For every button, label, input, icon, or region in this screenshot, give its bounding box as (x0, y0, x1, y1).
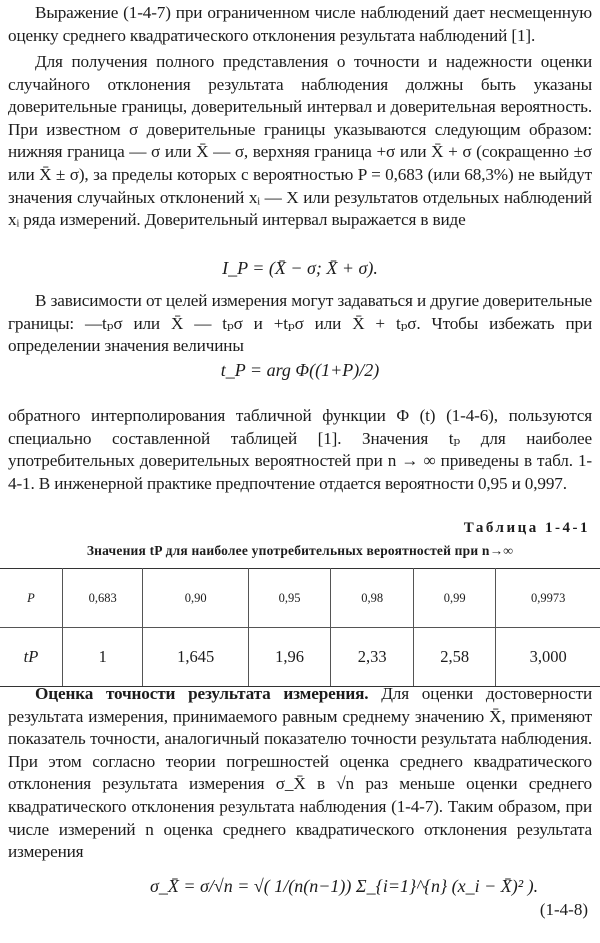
section-heading: Оценка точности результата измерения. (35, 684, 369, 703)
p-value-cell: 0,9973 (496, 569, 600, 628)
table-row-tp (0, 628, 600, 687)
tp-value-cell: 1,96 (248, 628, 331, 687)
table-title: Таблица 1-4-1 (463, 520, 590, 536)
tp-values-table (0, 568, 600, 687)
tp-value-cell: 2,33 (331, 628, 414, 687)
p-value-cell: 0,98 (331, 569, 414, 628)
formula-sigma-mean: σ_X̄ = σ/√n = √( 1/(n(n−1)) Σ_{i=1}^{n} (x_i − X̄)² ). (150, 876, 539, 896)
p-value-cell: 0,95 (248, 569, 331, 628)
paragraph-5 (8, 683, 592, 864)
table-row-p (0, 569, 600, 628)
paragraph-2: Для получения полного представления о точности и надежности оценки случайного отклонения результата наблюдения должны быть указаны доверительные границы, доверительный интервал и доверительная вероятность. При известном σ доверительные границы указываются следующим образом: нижняя граница — σ или X̄ — σ, верхняя граница +σ или X̄ + σ (сокращенно ±σ или X̄ ± σ), за пределы которых с вероятностью P = 0,683 (или 68,3%) не выйдут значения случайных отклонений xᵢ — X или результатов отдельных наблюдений xᵢ ряда измерений. Доверительный интервал выражается в виде (8, 52, 592, 230)
paragraph-1: Выражение (1-4-7) при ограниченном числе наблюдений дает несмещенную оценку среднего квадратического отклонения результата наблюдений [1]. (8, 3, 592, 45)
p-value-cell: 0,99 (413, 569, 496, 628)
formula-tp: t_P = arg Φ((1+P)/2) (220, 360, 380, 380)
tp-value-cell: 1 (63, 628, 143, 687)
row-label-p: P (0, 569, 63, 628)
p-value-cell: 0,90 (143, 569, 248, 628)
paragraph-4: обратного интерполирования табличной функции Φ (t) (1-4-6), пользуются специально составленной таблицей [1]. Значения tₚ для наиболее употребительных доверительных вероятностей при n → ∞ приведены в табл. 1-4-1. В инженерной практике предпочтение отдается вероятности 0,95 и 0,997. (8, 406, 592, 493)
paragraph-5-text: Для оценки достоверности результата измерения, принимаемого равным среднему значению X̄, применяют показатель точности, аналогичный показателю точности результата наблюдения. При этом согласно теории погрешностей оценка среднего квадратического отклонения результата измерения σ_X̄ в √n раз меньше оценки среднего квадратического отклонения результата наблюдения (1-4-7). Таким образом, при числе измерений n оценка среднего квадратического отклонения результата измерения (8, 684, 592, 862)
table-caption: Значения tP для наиболее употребительных вероятностей при n→∞ (86, 543, 514, 558)
formula-confidence-interval: I_P = (X̄ − σ; X̄ + σ). (222, 258, 378, 278)
paragraph-3: В зависимости от целей измерения могут задаваться и другие доверительные границы: —tₚσ или X̄ — tₚσ и +tₚσ или X̄ + tₚσ. Чтобы избежать при определении значения величины (8, 291, 592, 356)
tp-value-cell: 2,58 (413, 628, 496, 687)
tp-value-cell: 1,645 (143, 628, 248, 687)
equation-number: (1-4-8) (539, 900, 588, 919)
p-value-cell: 0,683 (63, 569, 143, 628)
tp-value-cell: 3,000 (496, 628, 600, 687)
row-label-tp: tP (0, 628, 63, 687)
